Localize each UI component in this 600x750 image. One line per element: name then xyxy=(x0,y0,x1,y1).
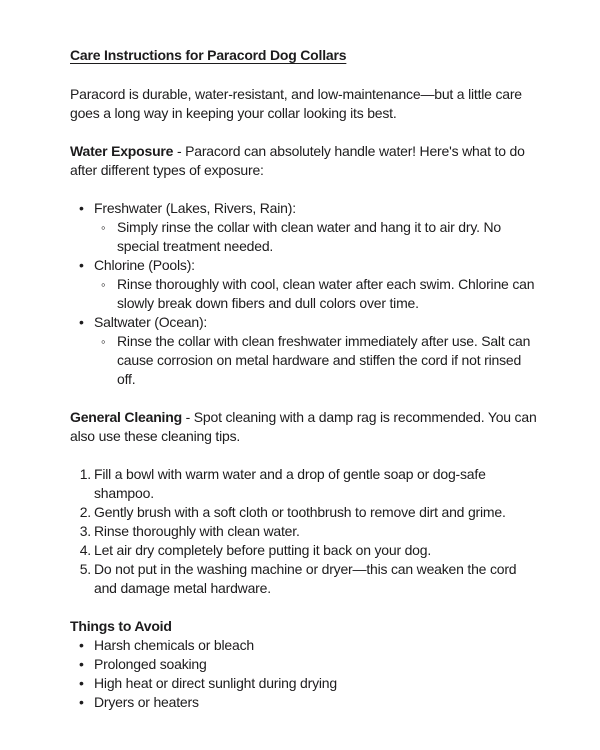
list-item-label: Chlorine (Pools): xyxy=(94,257,195,273)
freshwater-sublist xyxy=(94,218,538,256)
water-exposure-list xyxy=(70,199,538,389)
water-exposure-text: - Paracord can absolutely handle water! Here's what to do after different types of exposure: xyxy=(70,143,525,178)
list-item-chlorine xyxy=(70,256,538,313)
general-cleaning-paragraph xyxy=(70,408,538,446)
cleaning-steps-list xyxy=(70,465,538,598)
things-to-avoid-list xyxy=(70,636,538,712)
cleaning-step: Rinse thoroughly with clean water. xyxy=(94,523,300,539)
avoid-item: • Dryers or heaters xyxy=(70,693,538,712)
general-cleaning-text: - Spot cleaning with a damp rag is recommended. You can also use these cleaning tips. xyxy=(70,409,537,444)
cleaning-step: Fill a bowl with warm water and a drop of gentle soap or dog-safe shampoo. xyxy=(94,466,486,501)
cleaning-step: Do not put in the washing machine or dryer—this can weaken the cord and damage metal hardware. xyxy=(94,561,517,596)
cleaning-step: Gently brush with a soft cloth or toothbrush to remove dirt and grime. xyxy=(94,504,506,520)
list-item-saltwater xyxy=(70,313,538,389)
cleaning-step: Let air dry completely before putting it back on your dog. xyxy=(94,542,432,558)
saltwater-sublist xyxy=(94,332,538,389)
list-item-label: Freshwater (Lakes, Rivers, Rain): xyxy=(94,200,296,216)
document-content xyxy=(70,46,538,712)
list-item-freshwater xyxy=(70,199,538,256)
avoid-item: • Harsh chemicals or bleach xyxy=(70,636,538,655)
chlorine-sublist xyxy=(94,275,538,313)
general-cleaning-heading: General Cleaning xyxy=(70,409,182,425)
avoid-item: • High heat or direct sunlight during drying xyxy=(70,674,538,693)
water-exposure-paragraph xyxy=(70,142,538,180)
avoid-item: • Prolonged soaking xyxy=(70,655,538,674)
list-subitem: ◦ Rinse thoroughly with cool, clean water after each swim. Chlorine can slowly break down fibers and dull colors over time. xyxy=(94,275,538,313)
page-title: Care Instructions for Paracord Dog Collars xyxy=(70,47,347,63)
things-to-avoid-heading: Things to Avoid xyxy=(70,618,172,634)
list-item-label: Saltwater (Ocean): xyxy=(94,314,208,330)
list-subitem: ◦ Simply rinse the collar with clean water and hang it to air dry. No special treatment needed. xyxy=(94,218,538,256)
water-exposure-heading: Water Exposure xyxy=(70,143,174,159)
intro-paragraph: Paracord is durable, water-resistant, and low-maintenance—but a little care goes a long way in keeping your collar looking its best. xyxy=(70,86,522,121)
list-subitem: ◦ Rinse the collar with clean freshwater immediately after use. Salt can cause corrosion on metal hardware and stiffen the cord if not rinsed off. xyxy=(94,332,538,389)
